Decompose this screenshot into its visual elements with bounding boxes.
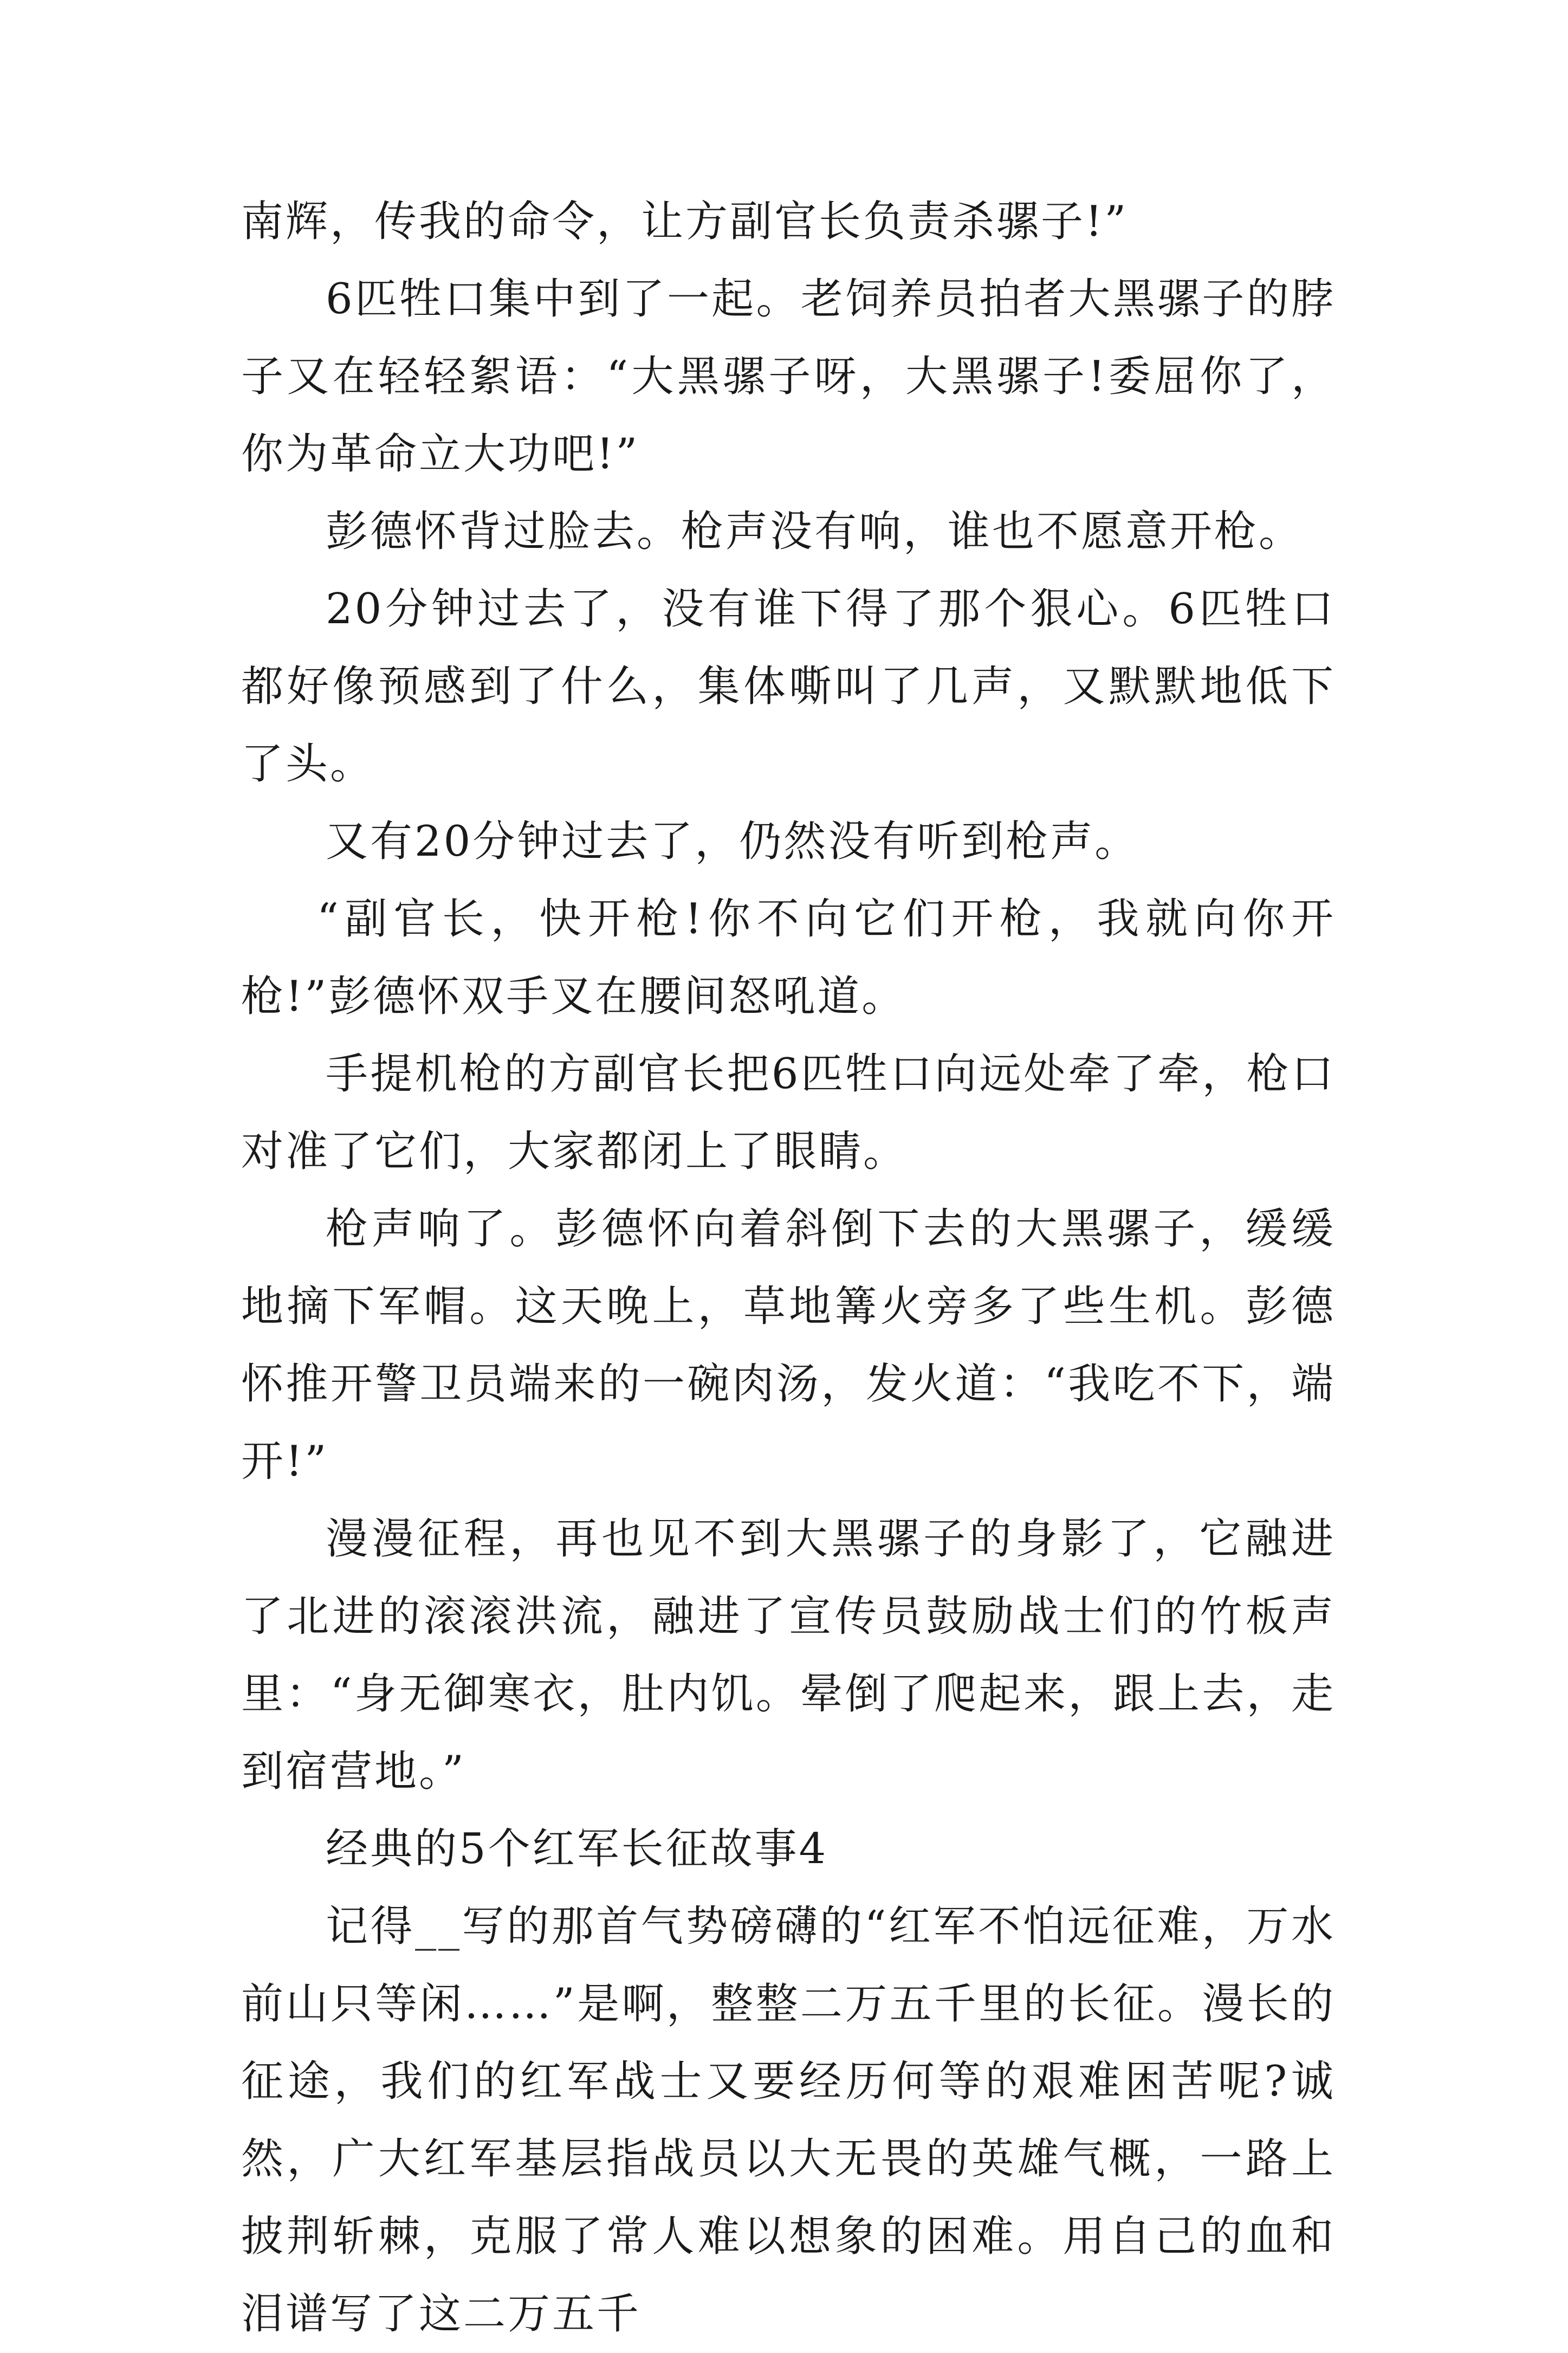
paragraph: “副官长，快开枪!你不向它们开枪，我就向你开枪!”彭德怀双手叉在腰间怒吼道。 [241,895,1336,1021]
paragraph: 枪声响了。彭德怀向着斜倒下去的大黑骡子，缓缓地摘下军帽。这天晚上，草地篝火旁多了些生机。彭德怀推开警卫员端来的一碗肉汤，发火道：“我吃不下，端开!” [241,1205,1336,1486]
document-body [241,183,1336,2353]
paragraph-continuation: 南辉，传我的命令，让方副官长负责杀骡子!” [241,197,1129,246]
paragraph: 又有20分钟过去了，仍然没有听到枪声。 [326,817,1139,866]
paragraph: 20分钟过去了，没有谁下得了那个狠心。6匹牲口都好像预感到了什么，集体嘶叫了几声，又默默地低下了头。 [241,585,1336,788]
paragraph: 彭德怀背过脸去。枪声没有响，谁也不愿意开枪。 [326,507,1304,556]
paragraph: 6匹牲口集中到了一起。老饲养员拍者大黑骡子的脖子又在轻轻絮语：“大黑骡子呀，大黑骡子!委屈你了，你为革命立大功吧!” [241,275,1336,479]
paragraph: 手提机枪的方副官长把6匹牲口向远处牵了牵，枪口对准了它们，大家都闭上了眼睛。 [241,1050,1336,1176]
section-heading: 经典的5个红军长征故事4 [326,1825,828,1873]
paragraph: 漫漫征程，再也见不到大黑骡子的身影了，它融进了北进的滚滚洪流，融进了宣传员鼓励战士们的竹板声里：“身无御寒衣，肚内饥。晕倒了爬起来，跟上去，走到宿营地。” [241,1515,1336,1796]
paragraph: 记得__写的那首气势磅礴的“红军不怕远征难，万水前山只等闲……”是啊，整整二万五千里的长征。漫长的征途，我们的红军战士又要经历何等的艰难困苦呢?诚然，广大红军基层指战员以大无畏的英雄气概，一路上披荆斩棘，克服了常人难以想象的困难。用自己的血和泪谱写了这二万五千 [241,1902,1336,2338]
